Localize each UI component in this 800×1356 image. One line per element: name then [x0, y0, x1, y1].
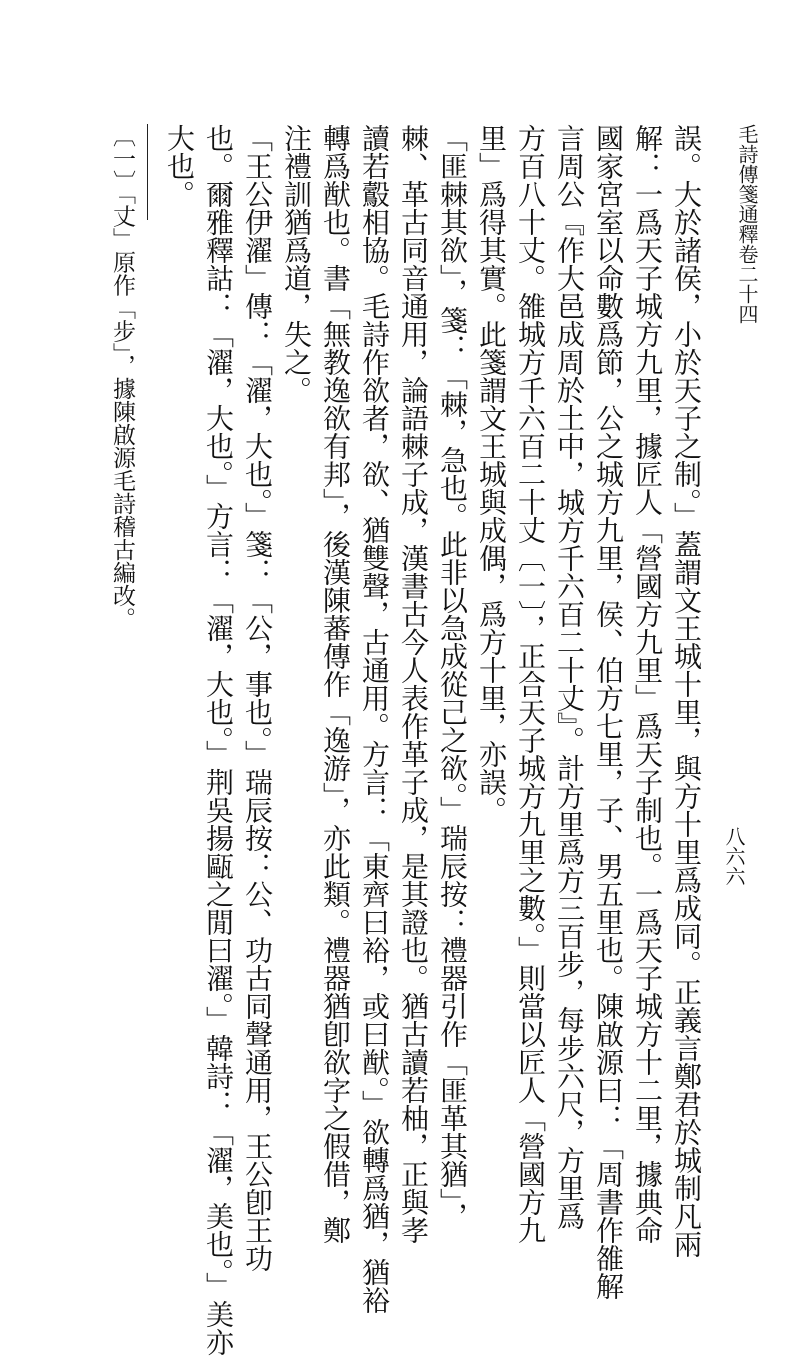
- footnote: 〔一〕「丈」原作「步」，據陳啟源毛詩稽古編改。: [109, 124, 135, 630]
- text-column: 「匪棘其欲」，箋：「棘，急也。此非以急成從己之欲。」瑞辰按：禮器引作「匪革其猶」，: [436, 124, 469, 1230]
- text-column: 注禮訓猶爲道，失之。: [280, 124, 313, 404]
- text-column: 里」爲得其實。此箋謂文王城與成偶，爲方十里，亦誤。: [475, 124, 508, 824]
- text-column: 讀若鷇相協。毛詩作欲者，欲、猶雙聲，古通用。方言：「東齊曰裕，或曰猷。」欲轉爲猶，猶裕: [358, 124, 391, 1314]
- text-column: 棘、革古同音通用，論語棘子成，漢書古今人表作革子成，是其證也。猶古讀若柚，正與孝: [397, 124, 430, 1244]
- text-column: 言周公『作大邑成周於土中，城方千六百二十丈』。計方里爲方三百步，每步六尺，方里爲: [553, 124, 586, 1230]
- text-column: 「王公伊濯」傳：「濯，大也。」箋：「公，事也。」瑞辰按：公、功古同聲通用，王公卽王功: [241, 124, 274, 1272]
- text-column: 大也。: [163, 124, 196, 208]
- text-column: 方百八十丈。雒城方千六百二十丈〔一〕，正合天子城方九里之數。」則當以匠人「營國方九: [514, 124, 547, 1244]
- text-column: 也。爾雅釋詁：「濯，大也。」方言：「濯，大也。」荆吳揚甌之閒曰濯。」韓詩：「濯，美也。」美亦: [202, 124, 235, 1356]
- text-column: 國家宮室以命數爲節，公之城方九里，侯、伯方七里，子、男五里也。陳啟源曰：「周書作雒解: [592, 124, 625, 1300]
- text-column: 轉爲猷也。書「無教逸欲有邦」，後漢陳蕃傳作「逸游」，亦此類。禮器猶卽欲字之假借，鄭: [319, 124, 352, 1244]
- running-title: 毛詩傳箋通釋卷二十四: [735, 124, 759, 324]
- page-number: 八六六: [722, 826, 746, 886]
- text-column: 誤。大於諸侯，小於天子之制。」蓋謂文王城十里，與方十里爲成同。正義言鄭君於城制凡兩: [670, 124, 703, 1258]
- text-column: 解：一爲天子城方九里，據匠人「營國方九里」爲天子制也。一爲天子城方十二里，據典命: [631, 124, 664, 1244]
- footnote-divider: [147, 124, 148, 220]
